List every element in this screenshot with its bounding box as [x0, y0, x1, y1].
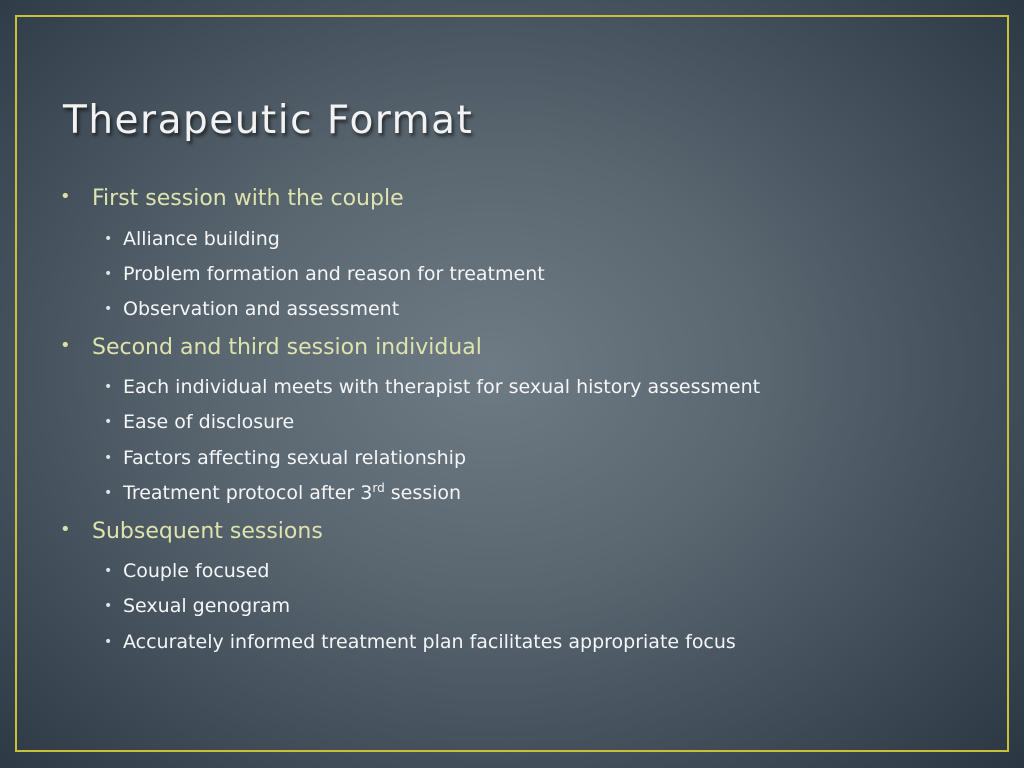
level2-text: Problem formation and reason for treatment	[123, 263, 545, 285]
bullet-icon: •	[60, 335, 71, 356]
protocol-suffix: session	[384, 482, 462, 504]
level2-text: Each individual meets with therapist for sexual history assessment	[123, 376, 761, 398]
ordinal-superscript: rd	[372, 481, 385, 495]
bullet-icon: •	[104, 634, 113, 650]
level1-text: Subsequent sessions	[92, 519, 323, 544]
bullet-icon: •	[104, 414, 113, 430]
bullet-icon: •	[104, 563, 113, 579]
level2-text: Couple focused	[123, 560, 270, 582]
level1-text: Second and third session individual	[92, 335, 482, 360]
slide-title: Therapeutic Format	[63, 98, 474, 143]
bullet-icon: •	[60, 519, 71, 540]
bullet-icon: •	[104, 450, 113, 466]
bullet-icon: •	[104, 485, 113, 501]
level2-text	[123, 482, 461, 504]
protocol-prefix: Treatment protocol after 3	[123, 482, 373, 504]
bullet-icon: •	[104, 266, 113, 282]
level2-text: Alliance building	[123, 228, 280, 250]
level2-text: Sexual genogram	[123, 595, 291, 617]
bullet-icon: •	[104, 231, 113, 247]
bullet-icon: •	[104, 301, 113, 317]
level2-text: Observation and assessment	[123, 298, 400, 320]
level2-text: Accurately informed treatment plan facilitates appropriate focus	[123, 631, 736, 653]
level2-text: Factors affecting sexual relationship	[123, 447, 467, 469]
bullet-icon: •	[104, 379, 113, 395]
level2-text: Ease of disclosure	[123, 411, 295, 433]
bullet-icon: •	[60, 186, 71, 207]
level1-text: First session with the couple	[92, 186, 404, 211]
bullet-icon: •	[104, 598, 113, 614]
